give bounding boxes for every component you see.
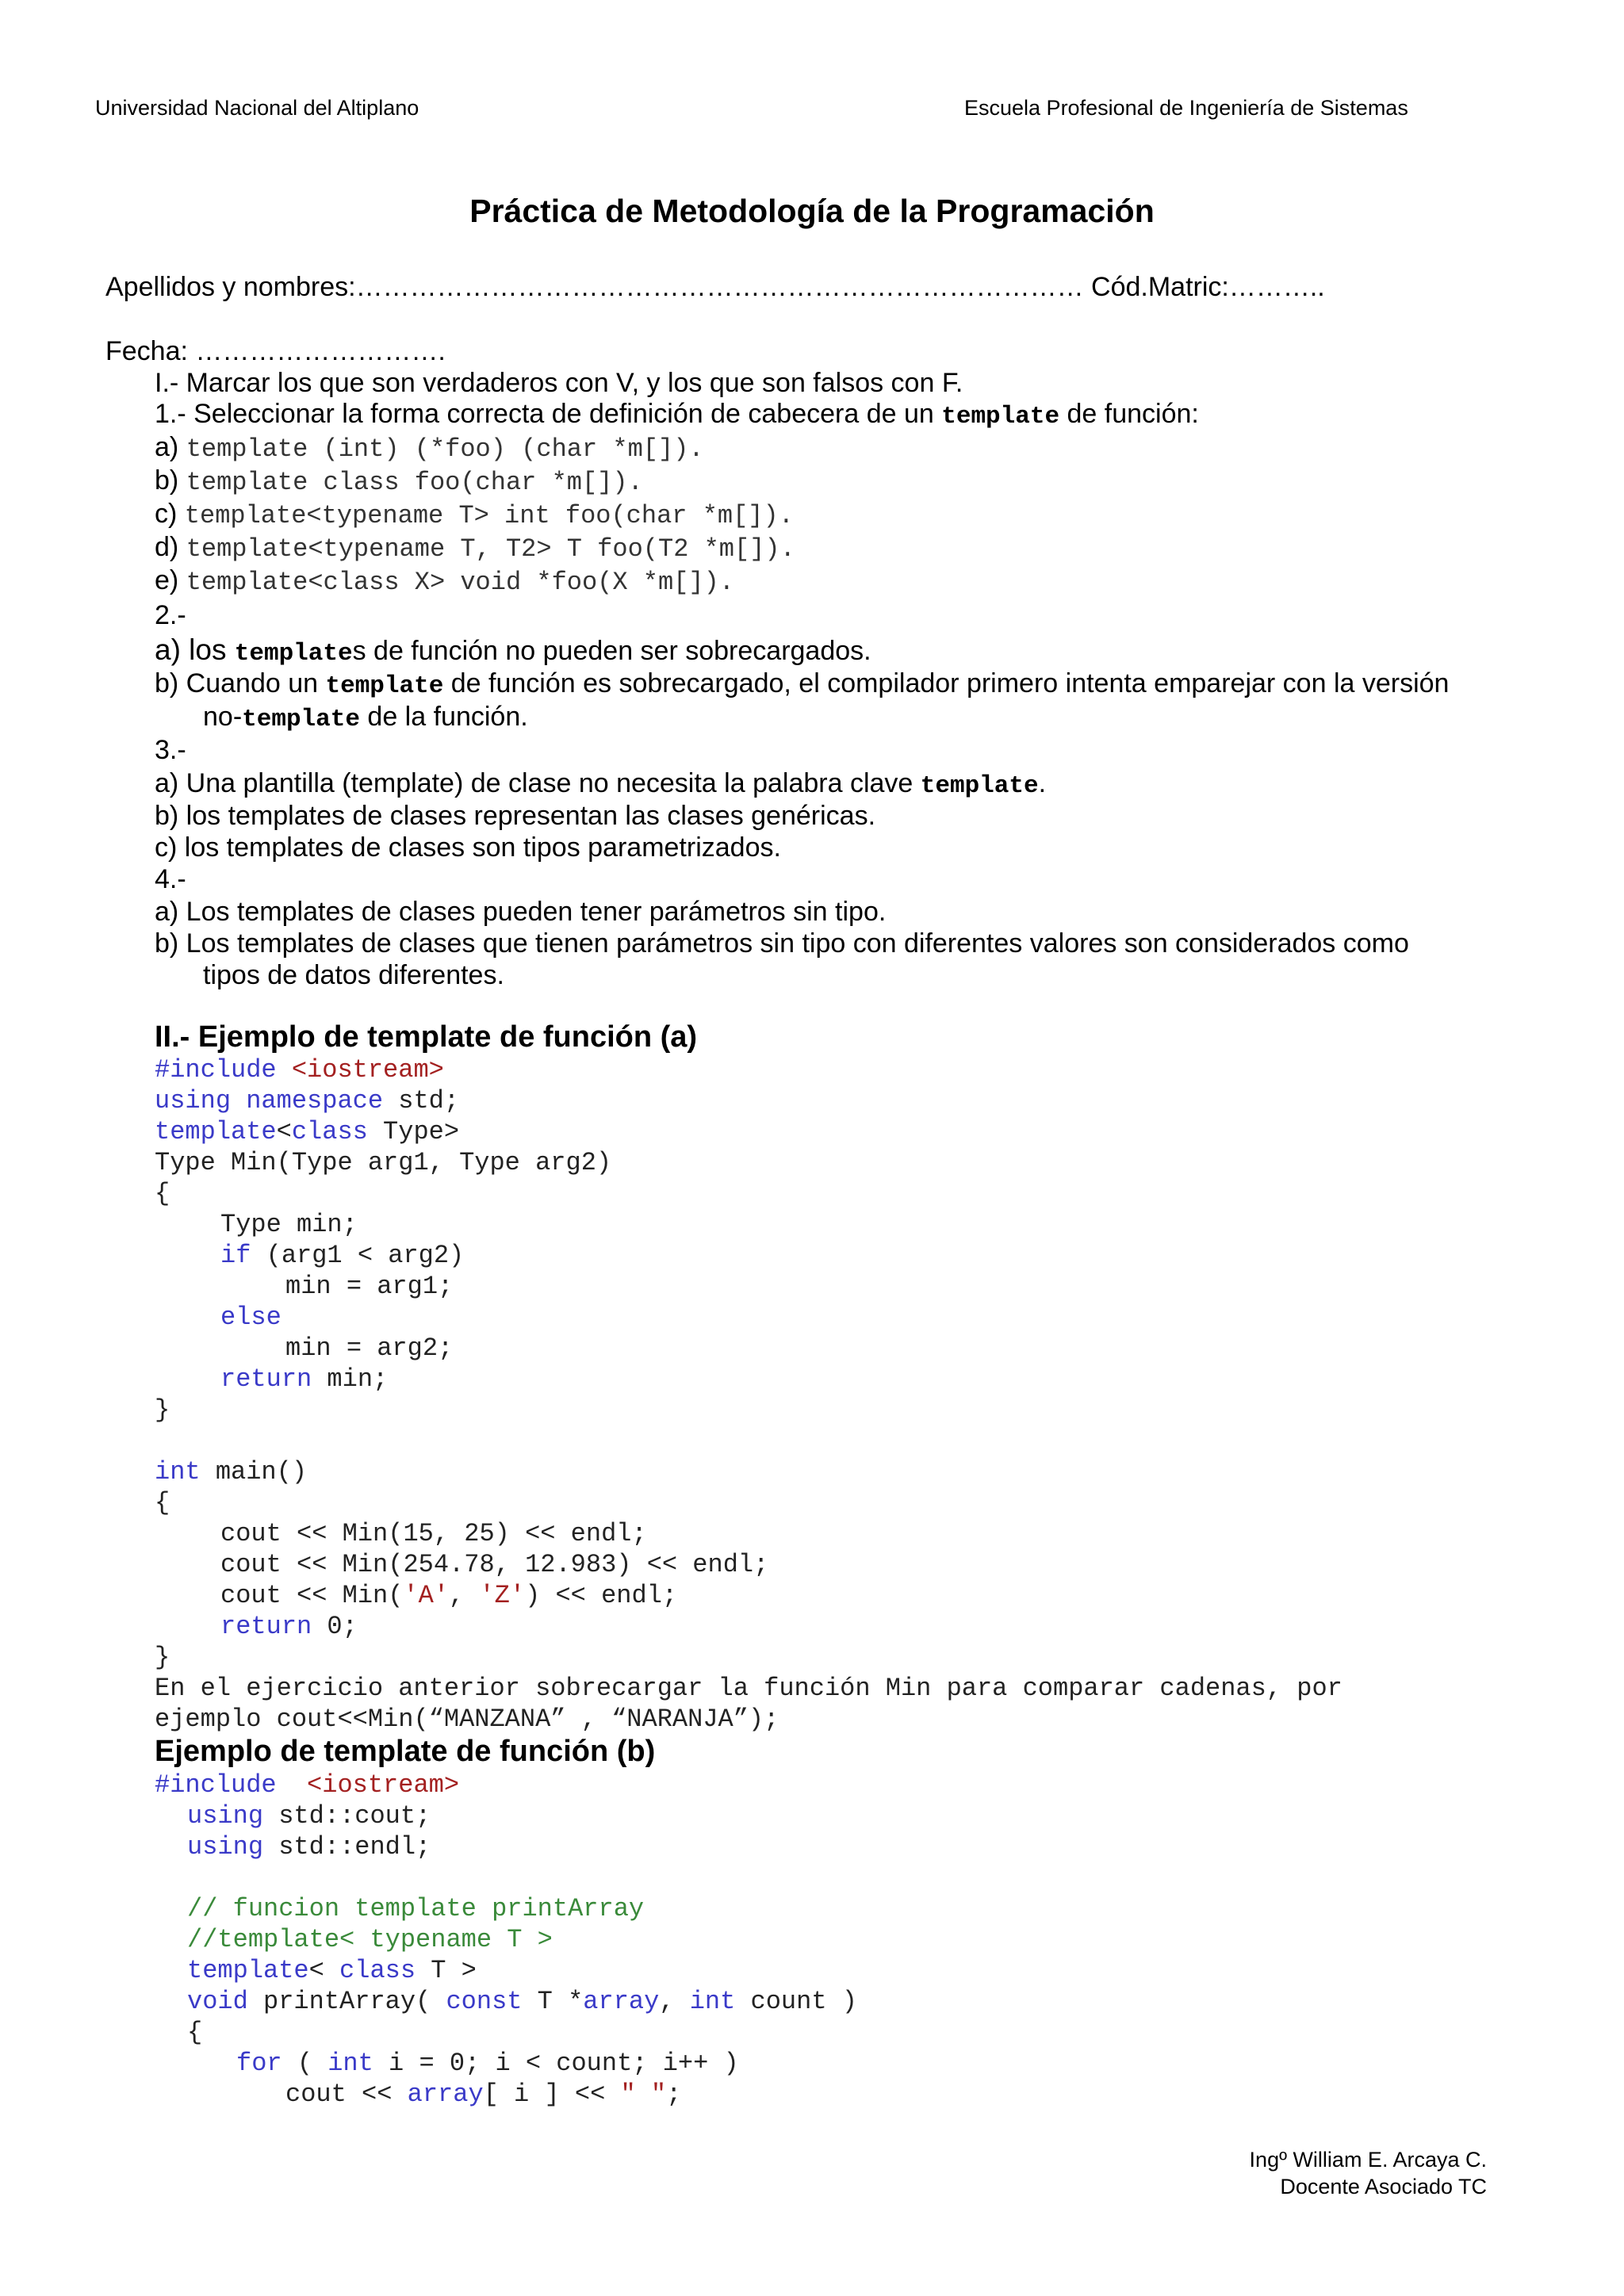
q4-option-b: b) Los templates de clases que tienen parámetros sin tipo con diferentes valores son considerados como [155,928,1409,959]
code-a-cout1: cout << Min(15, 25) << endl; [220,1519,647,1548]
q3-option-c: c) los templates de clases son tipos parametrizados. [155,832,781,863]
q3-option-b: b) los templates de clases representan las clases genéricas. [155,801,876,831]
exercise-text-line1: En el ejercicio anterior sobrecargar la función Min para comparar cadenas, por [155,1674,1342,1703]
question-3-number: 3.- [155,735,186,765]
code-a-include: #include <iostream> [155,1055,444,1085]
section2-heading-a: II.- Ejemplo de template de función (a) [155,1020,698,1054]
code-a-assign1: min = arg1; [285,1272,454,1301]
code-b-for: for ( int i = 0; i < count; i++ ) [236,2049,739,2078]
code-a-decl: Type min; [220,1210,358,1239]
code-a-signature: Type Min(Type arg1, Type arg2) [155,1148,612,1177]
code-b-include: #include <iostream> [155,1770,460,1800]
code-a-cout3: cout << Min('A', 'Z') << endl; [220,1581,678,1610]
code-b-template: template< class T > [187,1956,477,1985]
code-b-cout: cout << array[ i ] << " "; [285,2080,682,2109]
question-4-number: 4.- [155,864,186,894]
code-b-comment1: // funcion template printArray [187,1894,645,1923]
code-a-assign2: min = arg2; [285,1334,454,1363]
code-a-using: using namespace std; [155,1086,460,1115]
code-a-else: else [220,1303,282,1332]
section1-intro: I.- Marcar los que son verdaderos con V, y los que son falsos con F. [155,368,963,398]
code-a-close-brace: } [155,1395,170,1425]
q2-option-b-cont: no-template de la función. [203,702,528,733]
section2-heading-b: Ejemplo de template de función (b) [155,1735,656,1768]
code-a-main-open: { [155,1488,170,1517]
page-title: Práctica de Metodología de la Programación [469,193,1155,229]
header-university: Universidad Nacional del Altiplano [95,96,419,120]
code-a-return0: return 0; [220,1612,358,1641]
q1-option-b: b) template class foo(char *m[]). [155,465,643,497]
exercise-text-line2: ejemplo cout<<Min(“MANZANA” , “NARANJA”); [155,1705,779,1734]
q1-option-e: e) template<class X> void *foo(X *m[]). [155,565,734,597]
q1-option-d: d) template<typename T, T2> T foo(T2 *m[]). [155,532,795,564]
question-2-number: 2.- [155,600,186,630]
student-name-line: Apellidos y nombres:……………………………………………………………………… Cód.Matric:……….. [105,272,1325,302]
q4-option-b-cont: tipos de datos diferentes. [203,960,504,990]
code-b-open-brace: { [187,2018,203,2047]
code-b-using-cout: using std::cout; [187,1801,431,1831]
footer-author: Ingº William E. Arcaya C. [1249,2148,1487,2172]
code-a-if: if (arg1 < arg2) [220,1241,465,1270]
footer-position: Docente Asociado TC [1280,2175,1487,2198]
code-a-open-brace: { [155,1179,170,1208]
q4-option-a: a) Los templates de clases pueden tener parámetros sin tipo. [155,897,887,927]
code-b-signature: void printArray( const T *array, int count ) [187,1987,857,2016]
q1-option-a: a) template (int) (*foo) (char *m[]). [155,432,704,464]
code-b-comment2: //template< typename T > [187,1925,553,1954]
date-line: Fecha: ………………………. [105,336,446,366]
code-a-cout2: cout << Min(254.78, 12.983) << endl; [220,1550,769,1579]
q2-option-a: a) los templates de función no pueden ser sobrecargados. [155,633,871,668]
code-a-main: int main() [155,1457,308,1487]
code-b-using-endl: using std::endl; [187,1832,431,1862]
header-school: Escuela Profesional de Ingeniería de Sistemas [964,96,1408,120]
code-a-return: return min; [220,1364,389,1394]
question-1: 1.- Seleccionar la forma correcta de definición de cabecera de un template de función: [155,399,1199,430]
q1-option-c: c) template<typename T> int foo(char *m[]). [155,499,794,530]
q3-option-a: a) Una plantilla (template) de clase no necesita la palabra clave template. [155,768,1047,800]
q2-option-b: b) Cuando un template de función es sobrecargado, el compilador primero intenta emparejar con la versión [155,668,1450,700]
code-a-template: template<class Type> [155,1117,460,1146]
code-a-main-close: } [155,1643,170,1672]
